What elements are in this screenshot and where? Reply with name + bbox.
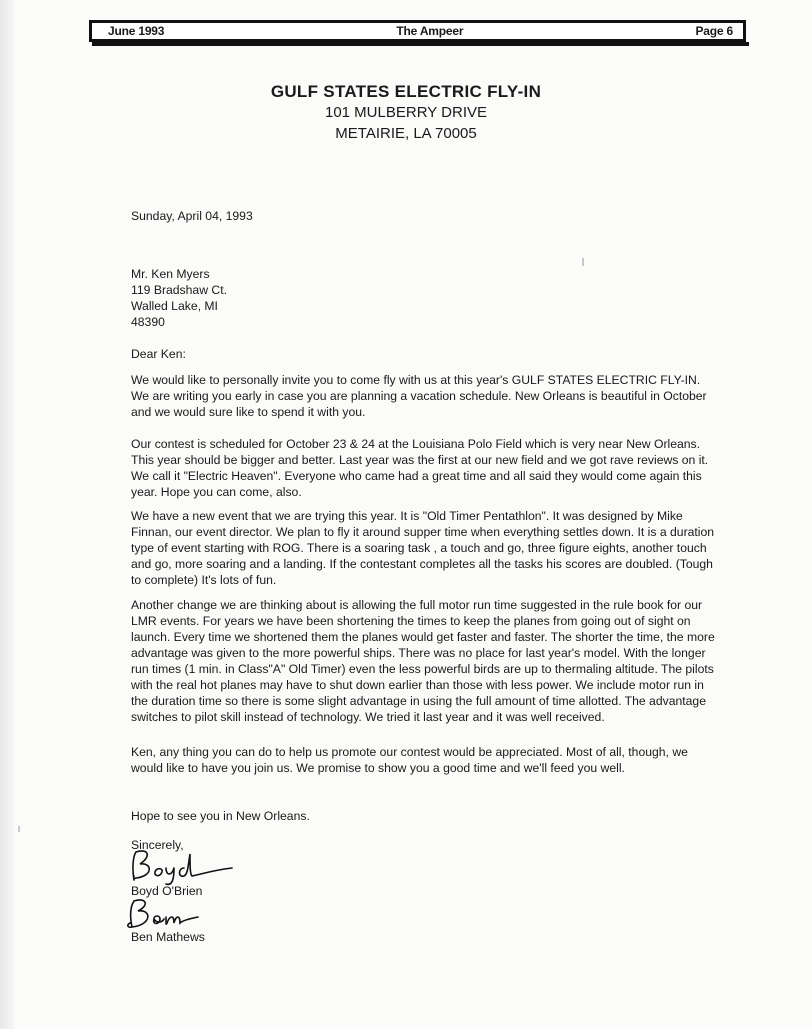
letterhead-street: 101 MULBERRY DRIVE	[324, 104, 487, 121]
signer-name-ben: Ben Mathews	[131, 930, 205, 944]
signature-ben	[124, 897, 204, 931]
recipient-city: Walled Lake, MI	[131, 299, 218, 313]
letterhead-city: METAIRIE, LA 70005	[335, 125, 477, 142]
closing-line: Hope to see you in New Orleans.	[131, 809, 310, 823]
letter-date: Sunday, April 04, 1993	[131, 209, 253, 223]
header-bar-shadow	[92, 42, 749, 46]
sign-off: Sincerely,	[131, 838, 184, 852]
paragraph: Our contest is scheduled for October 23 & 24 at the Louisiana Polo Field which is very near New Orleans. This year should be bigger and better. Last year was the first at our new field and we got rave reviews on it. We call it "Electric Heaven". Everyone who came had a great time and all said they would come again this year. Hope you can come, also.	[131, 437, 709, 499]
signer-name-boyd: Boyd O'Brien	[131, 884, 203, 898]
newsletter-header	[89, 20, 746, 42]
signature-boyd	[128, 846, 238, 886]
scan-speck	[18, 826, 20, 832]
paragraph: We would like to personally invite you to come fly with us at this year's GULF STATES ELECTRIC FLY-IN. We are writing you early in case you are planning a vacation schedule. New Orleans is beautiful in October and we would sure like to spend it with you.	[131, 373, 707, 419]
recipient-name: Mr. Ken Myers	[131, 267, 210, 281]
recipient-street: 119 Bradshaw Ct.	[131, 283, 227, 297]
paragraph: Another change we are thinking about is allowing the full motor run time suggested in the rule book for our LMR events. For years we have been shortening the times to keep the planes from going out of sight on launch. Every time we shortened them the planes would get faster and faster. The shorter the time, the more advantage was given to the more powerful ships. There was no place for last year's model. With the longer run times (1 min. in Class"A" Old Timer) even the less powerful birds are up to thermaling altitude. The pilots with the real hot planes may have to shut down earlier than those with less power. We include motor run in the duration time so there is some slight advantage in using the full amount of time allotted. The advantage switches to pilot skill instead of technology. We tried it last year and it was well received.	[131, 598, 715, 724]
paragraph: Ken, any thing you can do to help us promote our contest would be appreciated. Most of all, though, we would like to have you join us. We promise to show you a good time and we'll feed you well.	[131, 745, 688, 775]
scan-edge	[0, 0, 14, 1029]
paragraph: We have a new event that we are trying this year. It is "Old Timer Pentathlon". It was designed by Mike Finnan, our event director. We plan to fly it around supper time when everything settles down. It is a duration type of event starting with ROG. There is a soaring task , a touch and go, three figure eights, another touch and go, more soaring and a landing. If the contestant completes all the tasks his scores are doubled. (Tough to complete) It's lots of fun.	[131, 509, 715, 587]
greeting: Dear Ken:	[131, 347, 186, 361]
scan-speck	[582, 258, 584, 266]
recipient-address	[131, 266, 721, 330]
letterhead-org: GULF STATES ELECTRIC FLY-IN	[270, 82, 542, 101]
header-publication: The Ampeer	[396, 24, 464, 38]
header-date: June 1993	[108, 24, 165, 38]
header-page-number: Page 6	[695, 24, 733, 38]
recipient-zip: 48390	[131, 315, 165, 329]
